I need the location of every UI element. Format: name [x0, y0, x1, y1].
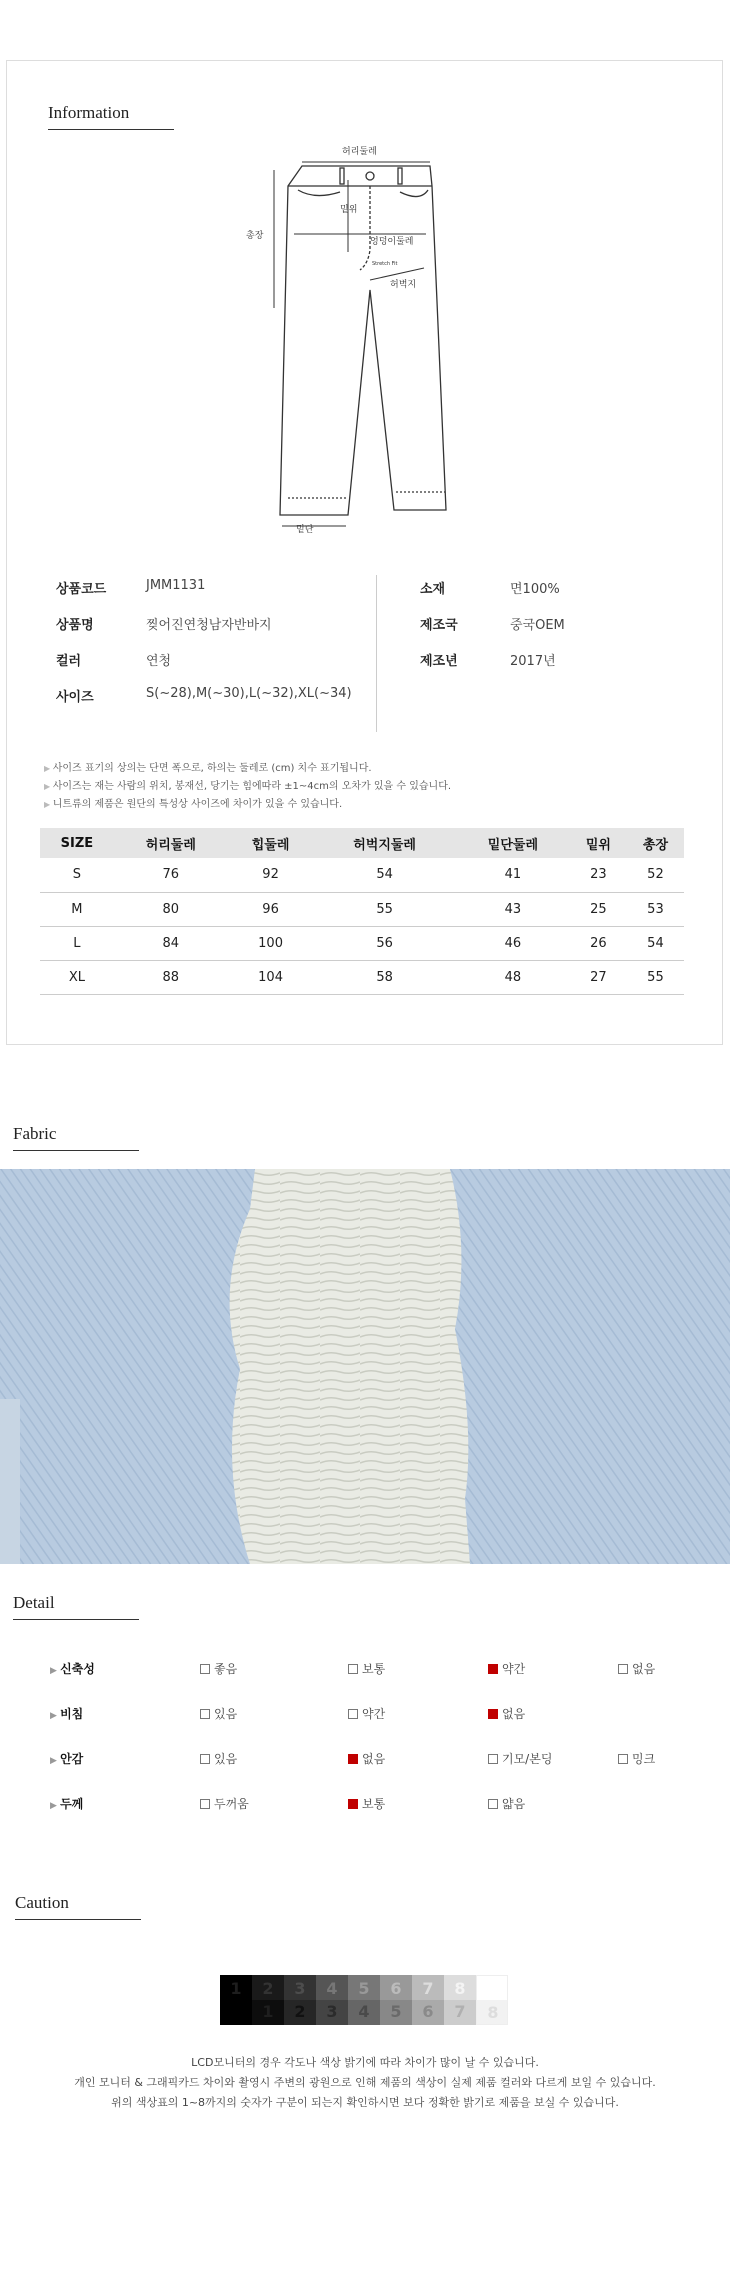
fabric-title: Fabric	[13, 1124, 139, 1151]
swatch-top-number: 6	[390, 1979, 402, 1998]
column-header: 밑위	[570, 828, 627, 858]
checkbox-checked-icon	[488, 1709, 498, 1719]
detail-option[interactable]	[200, 1795, 249, 1812]
table-cell: 25	[570, 892, 627, 926]
detail-row-sheer	[50, 1705, 690, 1725]
detail-option-selected[interactable]	[488, 1705, 525, 1722]
table-cell: S	[40, 858, 114, 892]
swatch-8	[444, 1975, 476, 2025]
detail-option-selected[interactable]	[348, 1795, 385, 1812]
checkbox-icon	[200, 1799, 210, 1809]
note-item: ▶ 사이즈는 재는 사람의 위치, 봉재선, 당기는 힘에따라 ±1~4cm의 오차가 있을 수 있습니다.	[44, 778, 451, 796]
caution-text	[0, 2053, 730, 2113]
swatch-top-number: 8	[454, 1979, 466, 1998]
table-row	[40, 926, 684, 960]
detail-option[interactable]	[200, 1750, 237, 1767]
detail-label: ▶ 안감	[50, 1750, 83, 1767]
table-cell: 88	[114, 960, 228, 994]
pants-outline	[280, 166, 446, 515]
table-cell: 54	[313, 858, 456, 892]
checkbox-icon	[488, 1799, 498, 1809]
table-cell: 54	[627, 926, 684, 960]
table-cell: 84	[114, 926, 228, 960]
detail-option[interactable]	[618, 1660, 655, 1677]
table-cell: 55	[627, 960, 684, 994]
diagram-label-stretch: Stretch Fit	[372, 261, 398, 267]
detail-option[interactable]	[488, 1795, 525, 1812]
caution-line: 위의 색상표의 1~8까지의 숫자가 구분이 되는지 확인하시면 보다 정확한 밝기로 제품을 보실 수 있습니다.	[111, 2096, 619, 2109]
swatch-2	[252, 1975, 284, 2025]
diagram-label-length: 총장	[246, 231, 264, 241]
swatch-top-number: 5	[358, 1979, 370, 1998]
caution-title: Caution	[15, 1893, 141, 1920]
option-label: 보통	[362, 1662, 386, 1676]
column-header: 허벅지둘레	[313, 828, 456, 858]
diagram-label-hip: 엉덩이둘레	[370, 237, 414, 247]
swatch-top-number: 1	[230, 1979, 242, 1998]
table-row	[40, 858, 684, 892]
table-cell: 27	[570, 960, 627, 994]
spec-value: S(~28),M(~30),L(~32),XL(~34)	[146, 686, 352, 701]
detail-option[interactable]	[200, 1705, 237, 1722]
swatch-bottom-number: 4	[358, 2002, 370, 2021]
detail-title: Detail	[13, 1593, 139, 1620]
option-label: 있음	[214, 1752, 238, 1766]
detail-option[interactable]	[200, 1660, 237, 1677]
swatch-bottom-number: 2	[294, 2002, 306, 2021]
checkbox-icon	[200, 1754, 210, 1764]
checkbox-icon	[200, 1664, 210, 1674]
detail-row-thickness	[50, 1795, 690, 1815]
table-cell: 41	[456, 858, 570, 892]
detail-option[interactable]	[618, 1750, 655, 1767]
table-cell: XL	[40, 960, 114, 994]
diagram-label-hem: 밑단	[296, 525, 314, 535]
option-label: 있음	[214, 1707, 238, 1721]
diagram-label-thigh: 허벅지	[390, 280, 417, 290]
spec-divider	[376, 575, 377, 732]
column-header: 밑단둘레	[456, 828, 570, 858]
spec-value: 2017년	[510, 654, 556, 669]
fabric-photo	[0, 1169, 730, 1564]
swatch-top-number: 7	[422, 1979, 434, 1998]
table-row	[40, 892, 684, 926]
table-cell: 26	[570, 926, 627, 960]
spec-key: 컬러	[56, 654, 82, 669]
table-cell: 96	[228, 892, 314, 926]
option-label: 약간	[362, 1707, 386, 1721]
spec-key: 소재	[420, 582, 446, 597]
pants-diagram	[240, 140, 480, 540]
caution-line: 개인 모니터 & 그래픽카드 차이와 촬영시 주변의 광원으로 인해 제품의 색상이 실제 제품 컬러와 다르게 보일 수 있습니다.	[74, 2076, 656, 2089]
detail-option-selected[interactable]	[348, 1750, 385, 1767]
column-header: 힙둘레	[228, 828, 314, 858]
table-cell: 104	[228, 960, 314, 994]
table-cell: 46	[456, 926, 570, 960]
spec-key: 제조국	[420, 618, 458, 633]
option-label: 얇음	[502, 1797, 526, 1811]
brightness-swatches	[220, 1975, 508, 2025]
checkbox-icon	[348, 1709, 358, 1719]
option-label: 두꺼움	[214, 1797, 249, 1811]
swatch-bottom-number: 8	[487, 2003, 499, 2022]
spec-key: 상품코드	[56, 582, 107, 597]
detail-option[interactable]	[488, 1750, 552, 1767]
note-item: ▶ 니트류의 제품은 원단의 특성상 사이즈에 차이가 있을 수 있습니다.	[44, 796, 451, 814]
option-label: 없음	[362, 1752, 386, 1766]
swatch-3	[284, 1975, 316, 2025]
spec-value: JMM1131	[146, 578, 206, 593]
option-label: 약간	[502, 1662, 526, 1676]
table-cell: 56	[313, 926, 456, 960]
swatch-5	[348, 1975, 380, 2025]
column-header: SIZE	[40, 828, 114, 858]
diagram-label-waist: 허리둘레	[342, 147, 377, 157]
table-cell: 48	[456, 960, 570, 994]
option-label: 보통	[362, 1797, 386, 1811]
checkbox-icon	[618, 1664, 628, 1674]
swatch-bottom-number: 1	[262, 2002, 274, 2021]
checkbox-checked-icon	[348, 1799, 358, 1809]
swatch-9	[476, 1975, 508, 2025]
information-title: Information	[48, 103, 174, 130]
swatch-bottom-number: 5	[390, 2002, 402, 2021]
checkbox-icon	[488, 1754, 498, 1764]
detail-option[interactable]	[348, 1705, 385, 1722]
swatch-4	[316, 1975, 348, 2025]
checkbox-checked-icon	[348, 1754, 358, 1764]
detail-label: ▶ 두께	[50, 1795, 83, 1812]
option-label: 좋음	[214, 1662, 238, 1676]
spec-value: 중국OEM	[510, 618, 565, 633]
table-cell: L	[40, 926, 114, 960]
swatch-6	[380, 1975, 412, 2025]
swatch-bottom-number: 3	[326, 2002, 338, 2021]
spec-value: 면100%	[510, 582, 560, 597]
size-notes	[44, 760, 451, 814]
spec-key: 상품명	[56, 618, 94, 633]
caution-line: LCD모니터의 경우 각도나 색상 밝기에 따라 차이가 많이 날 수 있습니다.	[191, 2056, 539, 2069]
table-cell: 52	[627, 858, 684, 892]
detail-label: ▶ 비침	[50, 1705, 83, 1722]
swatch-1	[220, 1975, 252, 2025]
size-table-header	[40, 828, 684, 858]
checkbox-checked-icon	[488, 1664, 498, 1674]
distressed-area	[230, 1169, 470, 1564]
table-cell: 53	[627, 892, 684, 926]
denim-texture	[0, 1169, 730, 1564]
table-cell: 76	[114, 858, 228, 892]
column-header: 허리둘레	[114, 828, 228, 858]
detail-row-lining	[50, 1750, 690, 1770]
swatch-bottom-number: 6	[422, 2002, 434, 2021]
table-cell: 92	[228, 858, 314, 892]
table-cell: 58	[313, 960, 456, 994]
swatch-top-number: 4	[326, 1979, 338, 1998]
checkbox-icon	[348, 1664, 358, 1674]
table-cell: 100	[228, 926, 314, 960]
detail-label: ▶ 신축성	[50, 1660, 95, 1677]
option-label: 밍크	[632, 1752, 656, 1766]
detail-row-stretch	[50, 1660, 690, 1680]
column-header: 총장	[627, 828, 684, 858]
spec-value: 찢어진연청남자반바지	[146, 618, 272, 633]
swatch-top-number: 2	[262, 1979, 274, 1998]
size-table	[40, 828, 684, 995]
note-item: ▶ 사이즈 표기의 상의는 단면 폭으로, 하의는 둘레로 (cm) 치수 표기됩니다.	[44, 760, 451, 778]
table-row	[40, 960, 684, 994]
table-cell: 80	[114, 892, 228, 926]
option-label: 기모/본딩	[502, 1752, 553, 1766]
option-label: 없음	[632, 1662, 656, 1676]
swatch-bottom-number: 7	[454, 2002, 466, 2021]
checkbox-icon	[200, 1709, 210, 1719]
spec-key: 사이즈	[56, 690, 94, 705]
swatch-7	[412, 1975, 444, 2025]
spec-key: 제조년	[420, 654, 458, 669]
spec-value: 연청	[146, 654, 172, 669]
detail-option[interactable]	[348, 1660, 385, 1677]
swatch-top-number: 3	[294, 1979, 306, 1998]
diagram-label-rise: 밑위	[340, 205, 358, 215]
table-cell: 23	[570, 858, 627, 892]
table-cell: M	[40, 892, 114, 926]
checkbox-icon	[618, 1754, 628, 1764]
table-cell: 43	[456, 892, 570, 926]
detail-option-selected[interactable]	[488, 1660, 525, 1677]
option-label: 없음	[502, 1707, 526, 1721]
table-cell: 55	[313, 892, 456, 926]
